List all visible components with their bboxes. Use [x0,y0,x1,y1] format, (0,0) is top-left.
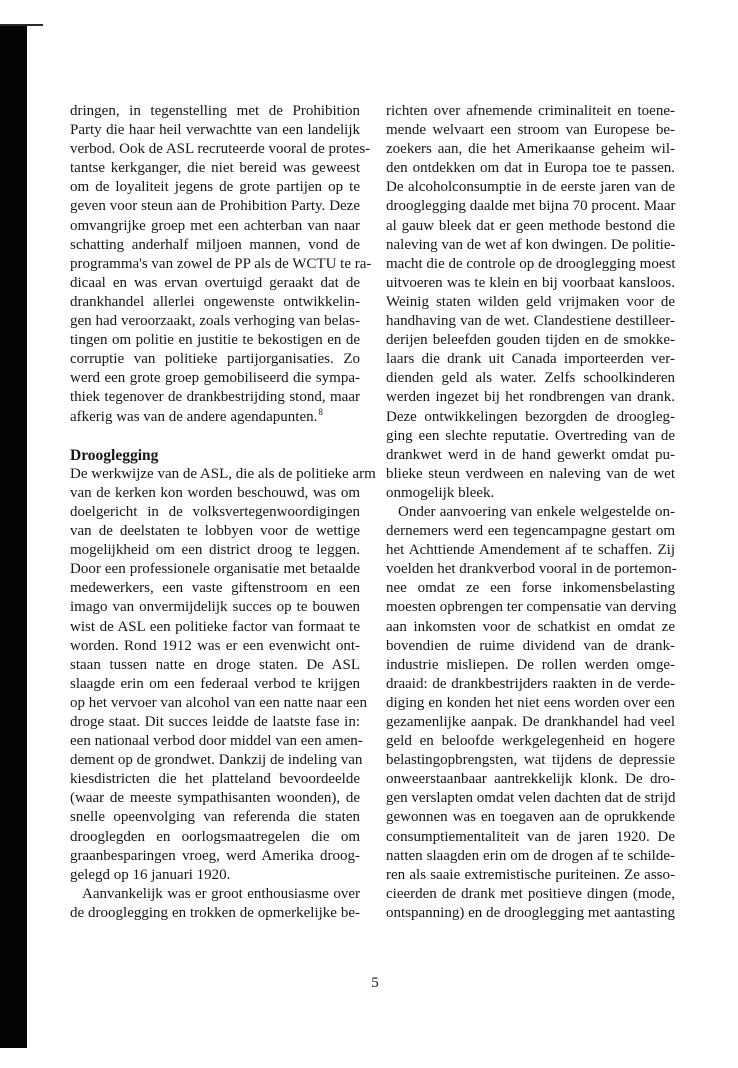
text-line [70,598,360,617]
text-line-content: doelgericht in de volksvertegenwoordigingen [70,503,360,520]
text-line-content: gen had veroorzaakt, zoals verhoging van belas- [70,313,360,330]
text-line [386,847,675,866]
text-line [386,866,675,885]
page-number: 5 [371,975,379,991]
text-line-content: graanbesparingen vroeg, werd Amerika droog- [70,847,360,864]
text-line [70,770,360,789]
text-line [386,140,675,159]
text-line [70,465,376,484]
text-line-content: om de loyaliteit jegens de grote partijen op te [70,179,360,196]
text-line [70,675,360,694]
text-line [70,789,360,808]
text-line [70,732,363,751]
text-line [386,770,675,789]
text-line-content: mende welvaart een stroom van Europese be- [386,122,675,139]
text-line-content: Door een professionele organisatie met betaalde [70,561,360,578]
text-line [386,751,675,770]
text-line [70,102,360,121]
text-line-content: voelden het drankverbod vooral in de portemon- [386,561,677,578]
text-line-content: werden ingezet bij het rondbrengen van drank. [386,389,675,406]
text-line [70,121,360,140]
text-line-content: afkerig was van de andere agendapunten. [70,408,318,425]
text-line-content: medewerkers, een vaste giftenstroom en een [70,580,360,597]
text-line-content: (waar de meeste sympathisanten woonden), de [70,790,360,807]
text-line-content: derijen beleefden gouden tijden en de smokke- [386,332,675,349]
text-line [70,331,360,350]
text-line [70,369,360,388]
text-line [386,885,675,904]
section-drooglegging-body [70,465,376,923]
text-line [386,121,675,140]
text-line-content: kiesdistricten die het platteland bevoordeelde [70,771,360,788]
text-line-content: naleving van de wet af kon dwingen. De politie- [386,236,676,253]
text-line [386,675,675,694]
text-line-content: handhaving van de wet. Clandestiene destilleer- [386,313,675,330]
text-line-content: drankhandel allerlei ongewenste ontwikkelin- [70,293,360,310]
text-line [70,656,360,675]
text-line-content: Onder aanvoering van enkele welgestelde on- [398,503,675,520]
text-line-content: Weinig staten wilden geld vrijmaken voor de [386,293,675,310]
text-line [70,236,360,255]
text-line [386,178,675,197]
text-line-content: Party die haar heil verwachtte van een landelijk [70,122,360,139]
text-line [386,465,675,484]
text-line-content: van de kerken kon worden beschouwd, was om [70,484,360,501]
text-line-content: mogelijkheid om een district droog te leggen. [70,542,360,559]
text-line-content: laars die drank uit Canada importeerden ver- [386,351,675,368]
right-column [386,102,675,923]
text-line-content: al gauw bleek dat er geen methode bestond die [386,217,675,234]
text-line-content: droge staat. Dit succes leidde de laatste fase in: [70,714,360,730]
text-line-content: thiek tegenover de drankbestrijding stond, maar [70,389,360,406]
text-line [70,904,360,923]
text-line [386,331,675,350]
scan-binding-shadow [0,25,27,1048]
text-line-content: dienden geld als water. Zelfs schoolkinderen [386,370,675,387]
text-line-content: verbod. Ook de ASL recruteerde vooral de protes- [70,141,371,158]
text-line [70,808,360,827]
text-line-content: ren als saaie extremistische puriteinen. Ze asso- [386,866,675,883]
text-line-content: programma's van zowel de PP als de WCTU te ra- [70,255,372,272]
text-line-content: drankwet werd in de hand gewerkt omdat pu- [386,446,675,463]
section-heading: Drooglegging [70,446,159,464]
text-line-content: onmogelijk bleek. [386,484,495,501]
text-line [386,274,675,293]
text-line [70,484,360,503]
right-column-body [386,102,675,923]
text-line-content: De alcoholconsumptie in de eerste jaren van de [386,179,675,196]
text-line-content: diging en konden het niet eens worden over een [386,694,675,711]
text-line-content: staan tussen natte en droge staten. De ASL [70,656,360,673]
text-line-content: belastingopbrengsten, wat tijdens de depressie [386,752,675,769]
text-line [386,618,675,637]
text-line-content: industrie misliepen. De rollen werden omge- [386,656,675,673]
text-line [386,828,675,847]
text-line-content: blieke steun verdween en naleving van de wet [386,465,675,482]
text-line [70,274,360,293]
text-line-content: bovendien de ruime dividend van de drank- [386,637,675,654]
text-line-content: imago van onvermijdelijk succes op te bouwen [70,599,360,616]
text-line [386,598,675,617]
text-line-content: draaid: de drankbestrijders raakten in de verde- [386,675,675,692]
text-line [70,140,371,159]
text-line-content: onweerstaanbaar aantrekkelijk klonk. De dro- [386,771,675,788]
text-line [386,522,675,541]
text-line [70,541,360,560]
text-line-content: dringen, in tegenstelling met de Prohibition [70,103,360,119]
text-line [386,236,675,255]
text-line [70,560,360,579]
text-line [386,904,675,923]
text-line [70,217,360,236]
text-line [386,789,675,808]
text-line-content: gewonnen was en toegaven aan de oprukkende [386,809,675,826]
text-line [70,255,372,274]
text-line [386,713,675,732]
text-line [70,847,360,866]
text-line [70,618,360,637]
text-line [386,102,675,121]
text-line [70,828,360,847]
text-line-content: de drooglegging en trokken de opmerkelijke be- [70,904,360,921]
text-line-content: slaagde erin om een federaal verbod te krijgen [70,675,360,692]
text-line [386,541,675,560]
text-line [386,732,675,751]
text-line [386,255,675,274]
footnote-reference[interactable]: 8 [318,406,323,417]
text-line-content: macht die de controle op de drooglegging moest [386,255,676,272]
text-line-content: gelegd op 16 januari 1920. [70,866,231,883]
text-line [386,484,675,503]
text-line [70,694,367,713]
text-line-content: De werkwijze van de ASL, die als de politieke arm [70,465,376,482]
text-line-content: gen verslapten omdat velen dachten dat de strijd [386,790,676,807]
text-line-content: drooglegden en oorlogsmaatregelen die om [70,828,360,845]
text-line-content: snelle opeenvolging van referenda die staten [70,809,360,826]
text-line-content: dernemers werd een tegencampagne gestart om [386,523,675,540]
text-line-content: omvangrijke groep met een achterban van naar [70,217,360,234]
text-line-content: moesten opbrengen ter compensatie van derving [386,599,677,616]
text-line-content: nee omdat ze een forse inkomensbelasting [386,580,675,597]
text-line [386,808,675,827]
scan-page-edge [0,24,43,26]
text-line [70,159,360,178]
text-line [70,866,360,885]
text-line [70,408,360,427]
text-line-content: dement op de grondwet. Dankzij de indeling van [70,752,363,769]
text-line-content: geven voor steun aan de Prohibition Party. Deze [70,198,360,215]
text-line-content: tingen om politie en justitie te bekostigen en de [70,332,360,349]
text-line [386,503,675,522]
text-line-content: consumptiementaliteit van de jaren 1920. De [386,828,675,845]
text-line [70,503,360,522]
paragraph-prohibition-support [70,102,372,427]
text-line [70,637,360,656]
text-line [70,178,360,197]
text-line-content: drooglegging daalde met bijna 70 procent. Maar [386,198,676,215]
text-line-content: uitvoeren was te klein en bij voorbaat kansloos. [386,274,675,291]
text-line [70,293,360,312]
text-line-content: richten over afnemende criminaliteit en toene- [386,103,675,119]
text-line-content: op het vervoer van alcohol van een natte naar een [70,694,367,711]
text-line [70,388,360,407]
text-line-content: Deze ontwikkelingen bezorgden de droogleg- [386,408,675,425]
text-line-content: cieerden de drank met positieve dingen (mode, [386,885,675,902]
text-line [70,885,360,904]
text-line [386,560,675,579]
text-line-content: geld en beloofde werkgelegenheid en hogere [386,733,675,750]
text-line [70,350,360,369]
text-line-content: den ontdekken om dat in Europa toe te passen. [386,160,675,177]
text-line [70,522,360,541]
text-line [70,713,360,732]
text-line [386,293,675,312]
text-line-content: wist de ASL een politieke factor van formaat te [70,618,360,635]
text-line-content: zoekers aan, die het Amerikaanse geheim wil- [386,141,675,158]
text-line [386,427,675,446]
text-line-content: van de deelstaten te lobbyen voor de wettige [70,523,360,540]
text-line [386,217,675,236]
text-line-content: ontspanning) en de drooglegging met aantasting [386,904,675,921]
text-line-content: schatting anderhalf miljoen mannen, vond de [70,236,360,253]
text-line-content: werd een grote groep gemobiliseerd die sympa- [70,370,360,387]
text-line-content: het Achttiende Amendement af te schaffen. Zij [386,542,675,559]
text-line-content: tantse kerkganger, die niet bereid was geweest [70,160,360,177]
text-line-content: natten slaagden erin om de drogen af te schilde- [386,847,675,864]
text-line [386,388,675,407]
text-line [386,579,675,598]
text-line [386,637,675,656]
left-column [70,102,376,923]
text-line [70,312,360,331]
text-line [386,408,675,427]
text-line-content: gezamenlijke aanpak. De drankhandel had veel [386,714,675,730]
text-line-content: ging een slechte reputatie. Overtreding van de [386,427,675,444]
text-line-content: dicaal en was ervan overtuigd geraakt dat de [70,274,360,291]
text-line [386,350,675,369]
text-line-content: aan inkomsten voor de schatkist en omdat ze [386,618,675,635]
text-line-content: Aanvankelijk was er groot enthousiasme over [82,885,360,902]
text-line [386,312,675,331]
text-line [70,197,360,216]
text-line [386,159,675,178]
text-line-content: een nationaal verbod door middel van een amen- [70,733,363,750]
text-line [386,694,675,713]
text-line [386,369,675,388]
text-line [386,656,675,675]
text-line [70,579,360,598]
text-line [70,751,363,770]
text-line [386,197,675,216]
text-line [386,446,675,465]
text-line-content: corruptie van politieke partijorganisaties. Zo [70,351,360,368]
text-line-content: worden. Rond 1912 was er een evenwicht ont- [70,637,360,654]
